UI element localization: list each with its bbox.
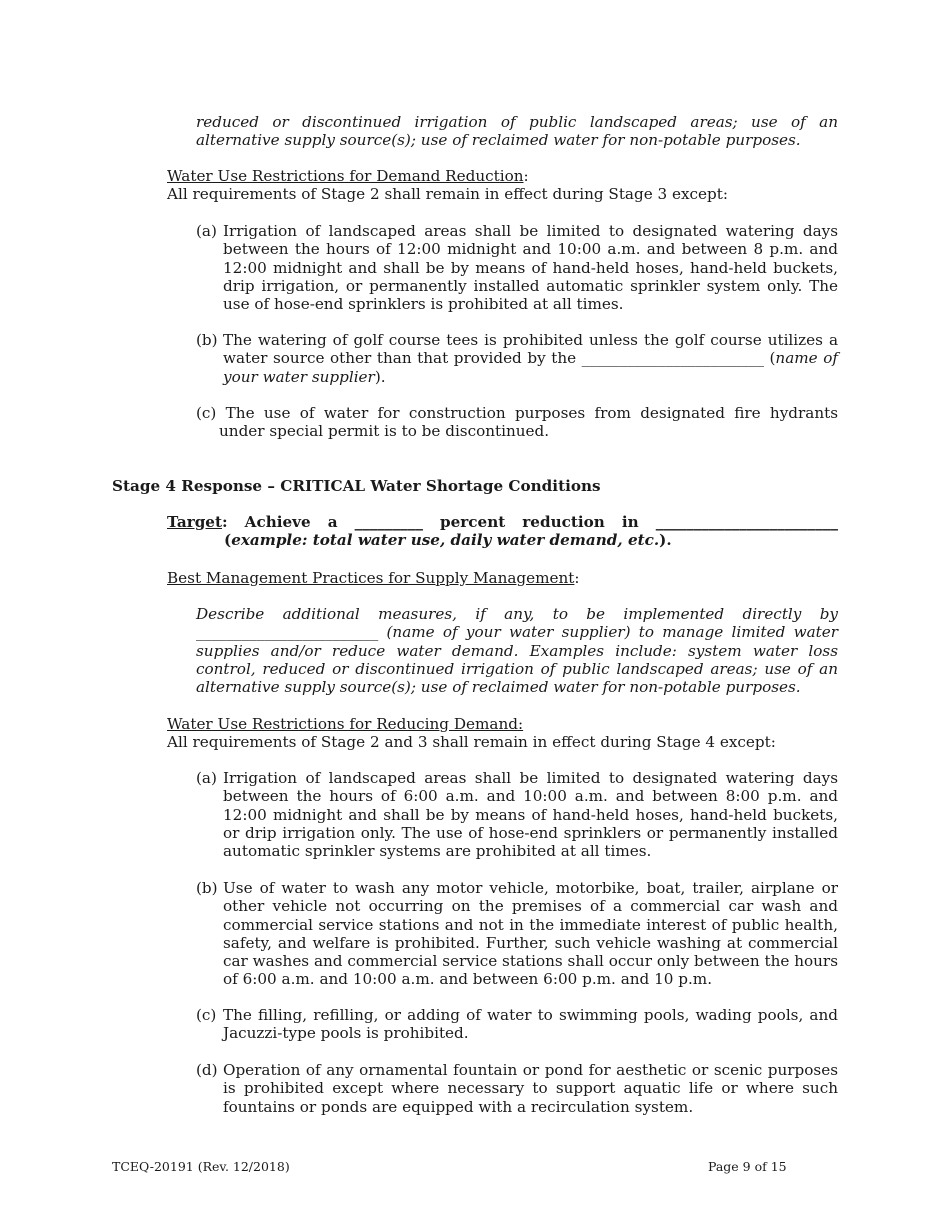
stage4-item-a-text: Irrigation of landscaped areas shall be limited to designated watering days between the hours of 6:00 a.m. and 10:00 a.m. and between 8:00 p.m. and 12:00 midnight and shall be by means of hand-held hoses, hand-held buckets, or drip irrigation only. The use of hose-end sprinklers or permanently installed automatic sprinkler systems are prohibited at all times. (223, 769, 838, 861)
footer-form-id: TCEQ-20191 (Rev. 12/2018) (112, 1159, 290, 1174)
stage4-item-b-label: (b) (196, 879, 218, 897)
stage4-item-b-text: Use of water to wash any motor vehicle, motorbike, boat, trailer, airplane or other vehicle not occurring on the premises of a commercial car wash and commercial service stations and not in the immediate interest of public health, safety, and welfare is prohibited. Further, such vehicle washing at commercial car washes and commercial service stations shall occur only between the hours of 6:00 a.m. and 10:00 a.m. and between 6:00 p.m. and 10 p.m. (223, 879, 838, 989)
stage4-target-text: : Achieve a _________ percent reduction in ________________________ ( (222, 513, 838, 550)
stage3-item-a-label: (a) (196, 222, 217, 240)
stage4-bmp-heading-text: Best Management Practices for Supply Management (167, 569, 575, 587)
stage4-title: Stage 4 Response – CRITICAL Water Shortage Conditions (112, 477, 601, 495)
intro-paragraph: reduced or discontinued irrigation of public landscaped areas; use of an alternative supply source(s); use of reclaimed water for non-potable purposes. (196, 113, 838, 150)
stage4-item-c-label: (c) (196, 1006, 217, 1024)
stage3-item-b-body (223, 331, 838, 386)
stage4-item-c-text: The filling, refilling, or adding of water to swimming pools, wading pools, and Jacuzzi-type pools is prohibited. (223, 1006, 838, 1043)
stage4-target-italic: example: total water use, daily water demand, etc. (231, 531, 660, 550)
stage3-item-b (196, 331, 838, 386)
stage3-item-b-label: (b) (196, 331, 218, 349)
stage3-item-c-label: (c) (196, 404, 217, 422)
stage3-item-b-end: ). (374, 367, 386, 386)
stage3-lead: All requirements of Stage 2 shall remain in effect during Stage 3 except: (167, 185, 728, 203)
stage4-item-d-text: Operation of any ornamental fountain or pond for aesthetic or scenic purposes is prohibited except where necessary to support aquatic life or where such fountains or ponds are equipped with a recirculation system. (223, 1061, 838, 1116)
stage4-bmp-heading (167, 569, 847, 587)
stage4-target-end: ). (659, 531, 672, 550)
footer-page-number: Page 9 of 15 (708, 1159, 787, 1174)
stage4-restrictions-heading: Water Use Restrictions for Reducing Demand: (167, 715, 524, 733)
stage3-heading-colon: : (523, 167, 529, 185)
stage4-target-label: Target (167, 513, 222, 531)
stage4-item-d (196, 1061, 838, 1116)
stage4-target (167, 513, 838, 550)
stage4-bmp-text: Describe additional measures, if any, to be implemented directly by ________________________ (name of your water supplier) to manage limited water supplies and/or reduce water demand. Examples include: system water loss control, reduced or discontinued irrigation of public landscaped areas; use of an alternative supply source(s); use of reclaimed water for non-potable purposes. (196, 605, 838, 697)
stage3-item-c-text: The use of water for construction purposes from designated fire hydrants under special permit is to be discontinued. (219, 404, 839, 441)
stage4-item-c (196, 1006, 838, 1043)
stage3-heading-text: Water Use Restrictions for Demand Reduction (167, 167, 524, 185)
stage3-item-a-text: Irrigation of landscaped areas shall be limited to designated watering days between the hours of 12:00 midnight and 10:00 a.m. and between 8 p.m. and 12:00 midnight and shall be by means of hand-held hoses, hand-held buckets, drip irrigation, or permanently installed automatic sprinkler system only. The use of hose-end sprinklers is prohibited at all times. (223, 222, 838, 314)
stage4-item-a-label: (a) (196, 769, 217, 787)
stage3-item-a (196, 222, 838, 313)
stage3-item-b-text: The watering of golf course tees is prohibited unless the golf course utilizes a water source other than that provided by the ________________________ ( (223, 331, 838, 368)
stage4-bmp-heading-colon: : (574, 569, 580, 587)
stage4-item-d-label: (d) (196, 1061, 218, 1079)
stage3-item-c (196, 404, 838, 441)
stage4-restrictions-lead: All requirements of Stage 2 and 3 shall remain in effect during Stage 4 except: (167, 733, 776, 751)
stage4-item-a (196, 769, 838, 860)
stage3-restrictions-heading (167, 167, 847, 185)
stage3-item-b-italic: name of your water supplier (223, 349, 838, 386)
stage4-item-b (196, 879, 838, 989)
